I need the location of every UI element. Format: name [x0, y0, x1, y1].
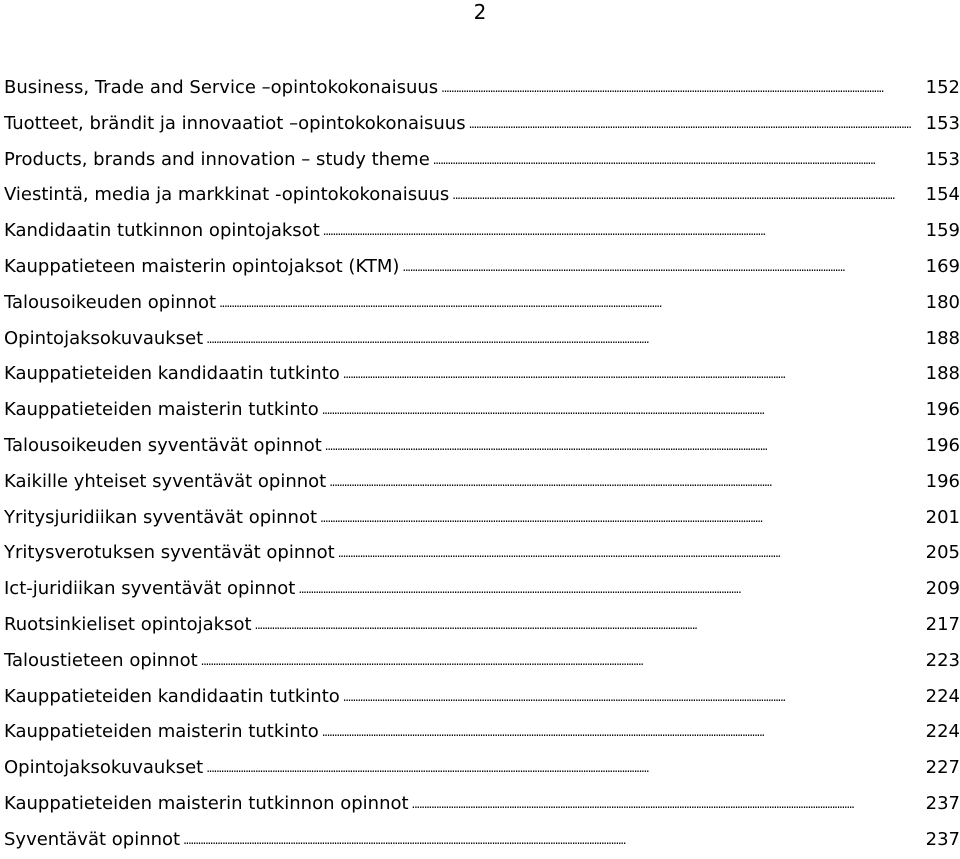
toc-dot-leader [433, 141, 921, 179]
toc-entry[interactable] [4, 249, 960, 285]
toc-entry[interactable] [4, 213, 960, 249]
toc-dot-leader [322, 391, 921, 429]
toc-entry-page-number: 154 [925, 184, 960, 206]
toc-dot-leader [322, 713, 921, 751]
toc-dot-leader [469, 105, 921, 143]
toc-entry[interactable] [4, 500, 960, 536]
toc-entry-page-number: 153 [925, 148, 960, 170]
toc-entry-title: Kauppatieteiden kandidaatin tutkinto [4, 363, 340, 385]
toc-entry-page-number: 223 [925, 649, 960, 671]
toc-dot-leader [343, 678, 921, 716]
toc-entry-page-number: 159 [925, 220, 960, 242]
toc-entry-page-number: 227 [925, 757, 960, 779]
toc-entry-page-number: 196 [925, 434, 960, 456]
toc-entry[interactable] [4, 356, 960, 392]
toc-dot-leader [338, 534, 921, 572]
toc-entry-page-number: 196 [925, 399, 960, 421]
toc-dot-leader [320, 499, 921, 537]
toc-entry[interactable] [4, 142, 960, 178]
toc-entry-title: Talousoikeuden opinnot [4, 291, 217, 313]
toc-entry-title: Syventävät opinnot [4, 828, 181, 850]
toc-entry[interactable] [4, 643, 960, 679]
toc-entry-page-number: 153 [925, 112, 960, 134]
toc-dot-leader [201, 642, 921, 680]
toc-entry-title: Kauppatieteiden kandidaatin tutkinto [4, 685, 340, 707]
toc-entry-title: Opintojaksokuvaukset [4, 327, 204, 349]
toc-entry-title: Opintojaksokuvaukset [4, 757, 204, 779]
toc-entry[interactable] [4, 535, 960, 571]
toc-dot-leader [206, 749, 921, 787]
toc-entry[interactable] [4, 822, 960, 858]
toc-dot-leader [441, 69, 921, 107]
toc-entry[interactable] [4, 177, 960, 213]
toc-entry-title: Viestintä, media ja markkinat -opintokokonaisuus [4, 184, 450, 206]
table-of-contents [4, 70, 960, 858]
toc-entry-page-number: 201 [925, 506, 960, 528]
toc-dot-leader [219, 284, 921, 322]
toc-entry-page-number: 237 [925, 828, 960, 850]
toc-entry-page-number: 209 [925, 578, 960, 600]
toc-entry-title: Kauppatieteiden maisterin tutkinto [4, 399, 319, 421]
toc-entry-title: Talousoikeuden syventävät opinnot [4, 434, 322, 456]
toc-entry-page-number: 169 [925, 255, 960, 277]
toc-entry-page-number: 217 [925, 613, 960, 635]
toc-entry[interactable] [4, 607, 960, 643]
toc-entry-title: Taloustieteen opinnot [4, 649, 198, 671]
toc-entry[interactable] [4, 70, 960, 106]
toc-entry-title: Kaikille yhteiset syventävät opinnot [4, 470, 327, 492]
toc-entry-title: Business, Trade and Service –opintokokonaisuus [4, 77, 439, 98]
toc-dot-leader [452, 176, 921, 214]
toc-entry-title: Kauppatieteen maisterin opintojaksot (KTM) [4, 255, 400, 277]
toc-dot-leader [412, 785, 921, 823]
toc-entry[interactable] [4, 571, 960, 607]
toc-entry[interactable] [4, 285, 960, 321]
toc-entry-title: Kauppatieteiden maisterin tutkinnon opinnot [4, 792, 409, 814]
toc-entry[interactable] [4, 428, 960, 464]
toc-entry-page-number: 196 [925, 470, 960, 492]
toc-entry[interactable] [4, 321, 960, 357]
toc-entry[interactable] [4, 679, 960, 715]
toc-dot-leader [206, 320, 921, 358]
toc-entry-title: Ruotsinkieliset opintojaksot [4, 613, 252, 635]
toc-entry-page-number: 180 [925, 291, 960, 313]
toc-entry-page-number: 152 [925, 77, 960, 98]
toc-entry[interactable] [4, 750, 960, 786]
toc-entry-title: Tuotteet, brändit ja innovaatiot –opintokokonaisuus [4, 112, 466, 134]
toc-dot-leader [298, 570, 921, 608]
toc-entry-page-number: 205 [925, 542, 960, 564]
toc-dot-leader [183, 821, 921, 859]
toc-entry-page-number: 237 [925, 792, 960, 814]
toc-entry[interactable] [4, 392, 960, 428]
toc-dot-leader [329, 463, 921, 501]
toc-entry-page-number: 188 [925, 327, 960, 349]
toc-entry[interactable] [4, 786, 960, 822]
toc-entry-title: Products, brands and innovation – study theme [4, 148, 430, 170]
toc-entry[interactable] [4, 106, 960, 142]
toc-entry-page-number: 188 [925, 363, 960, 385]
toc-dot-leader [255, 606, 921, 644]
toc-entry-title: Yritysjuridiikan syventävät opinnot [4, 506, 318, 528]
toc-entry[interactable] [4, 464, 960, 500]
toc-entry-title: Kauppatieteiden maisterin tutkinto [4, 721, 319, 743]
page-number: 2 [473, 0, 487, 24]
toc-entry-title: Kandidaatin tutkinnon opintojaksot [4, 220, 320, 242]
toc-entry-page-number: 224 [925, 721, 960, 743]
toc-entry[interactable] [4, 714, 960, 750]
toc-dot-leader [343, 355, 921, 393]
toc-entry-page-number: 224 [925, 685, 960, 707]
toc-entry-title: Yritysverotuksen syventävät opinnot [4, 542, 335, 564]
toc-dot-leader [323, 212, 921, 250]
toc-dot-leader [402, 248, 921, 286]
toc-dot-leader [325, 427, 921, 465]
toc-entry-title: Ict-juridiikan syventävät opinnot [4, 578, 296, 600]
